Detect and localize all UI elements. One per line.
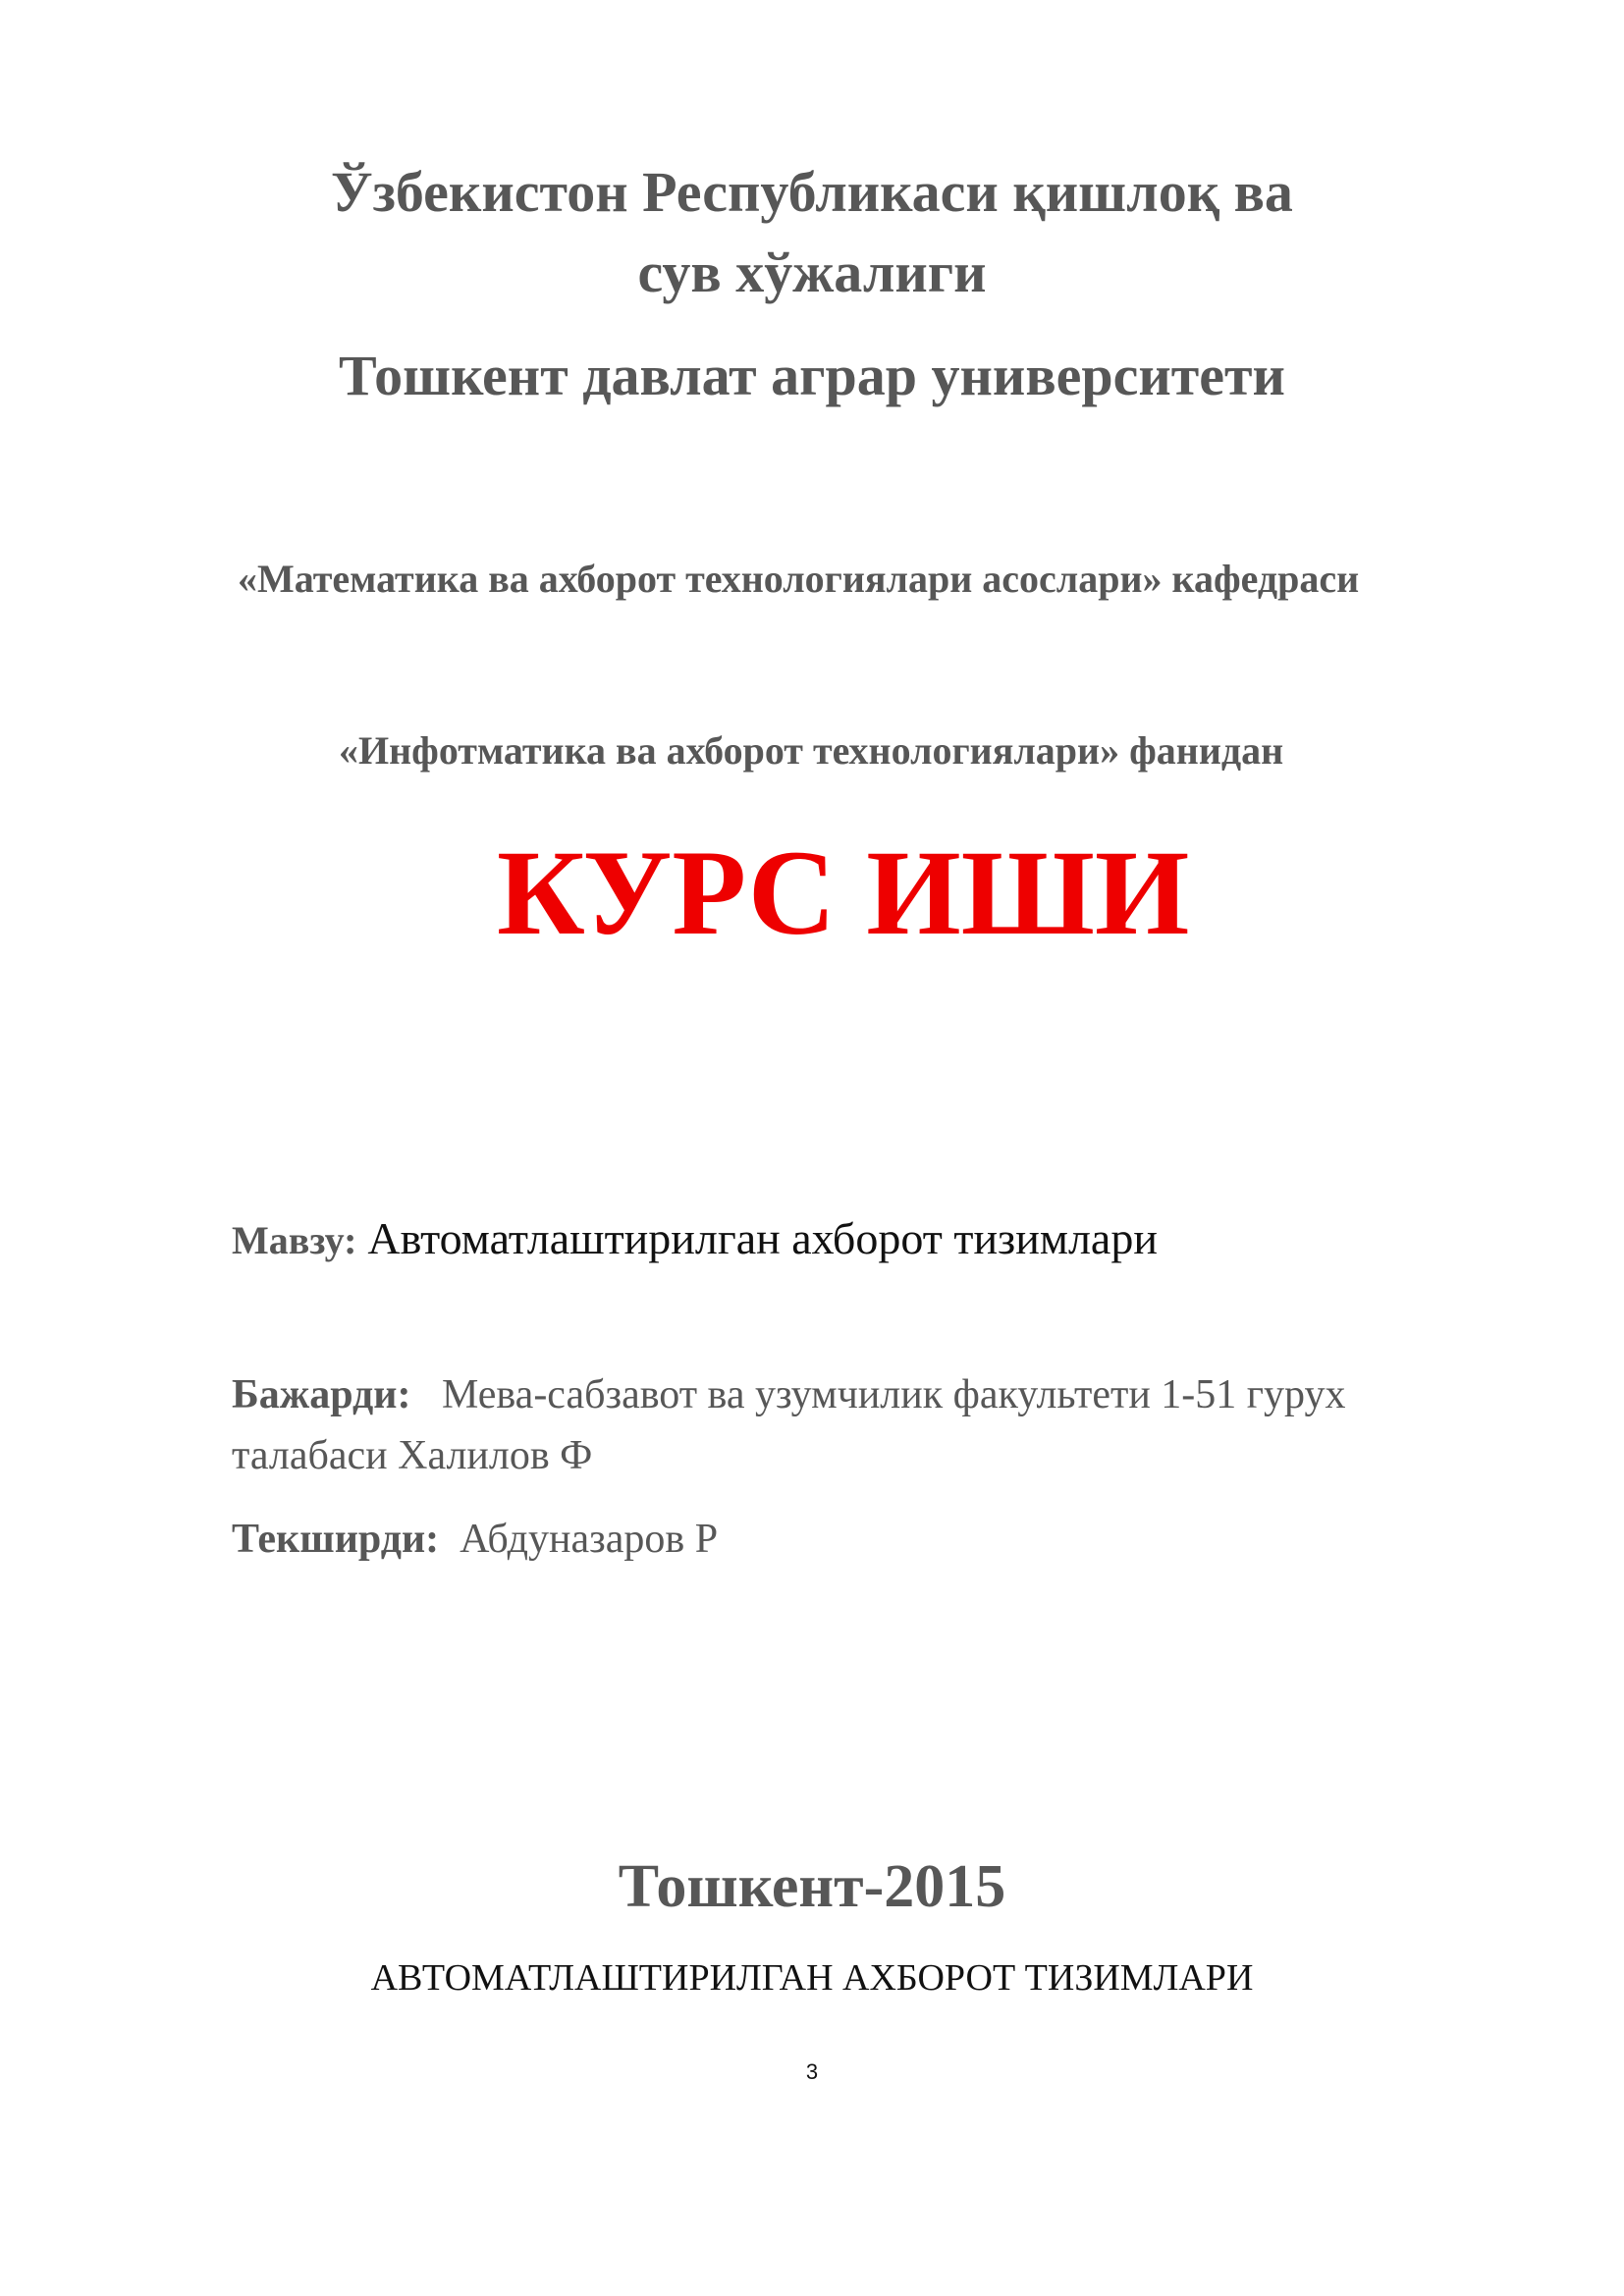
ministry-line-2: сув хўжалиги [637, 240, 987, 304]
ministry-title [0, 152, 1624, 313]
checker-label: Текширди: [232, 1517, 440, 1562]
city-year: Тошкент-2015 [618, 1853, 1006, 1920]
university-title: Тошкент давлат аграр университети [339, 344, 1285, 407]
checker-value: Абдуназаров Р [460, 1517, 719, 1562]
performer-label: Бажарди: [232, 1372, 411, 1417]
performer-field [232, 1364, 1459, 1486]
document-type-title: КУРС ИШИ [497, 826, 1190, 960]
performer-value: Мева-сабзавот ва узумчилик факультети 1-51 гурух талабаси Халилов Ф [232, 1372, 1346, 1478]
subject-line: «Инфотматика ва ахборот технологиялари» фанидан [339, 728, 1284, 773]
checker-field [232, 1509, 1459, 1570]
topic-label: Мавзу: [232, 1218, 357, 1262]
department-line: «Математика ва ахборот технологиялари асослари» кафедраси [238, 557, 1360, 601]
page-number: 3 [805, 2059, 819, 2084]
topic-value: Автоматлаштирилган ахборот тизимлари [367, 1213, 1158, 1263]
topic-field [232, 1209, 1459, 1270]
ministry-line-1: Ўзбекистон Республикаси қишлоқ ва [331, 160, 1293, 224]
next-section-heading: АВТОМАТЛАШТИРИЛГАН АХБОРОТ ТИЗИМЛАРИ [370, 1957, 1254, 1999]
